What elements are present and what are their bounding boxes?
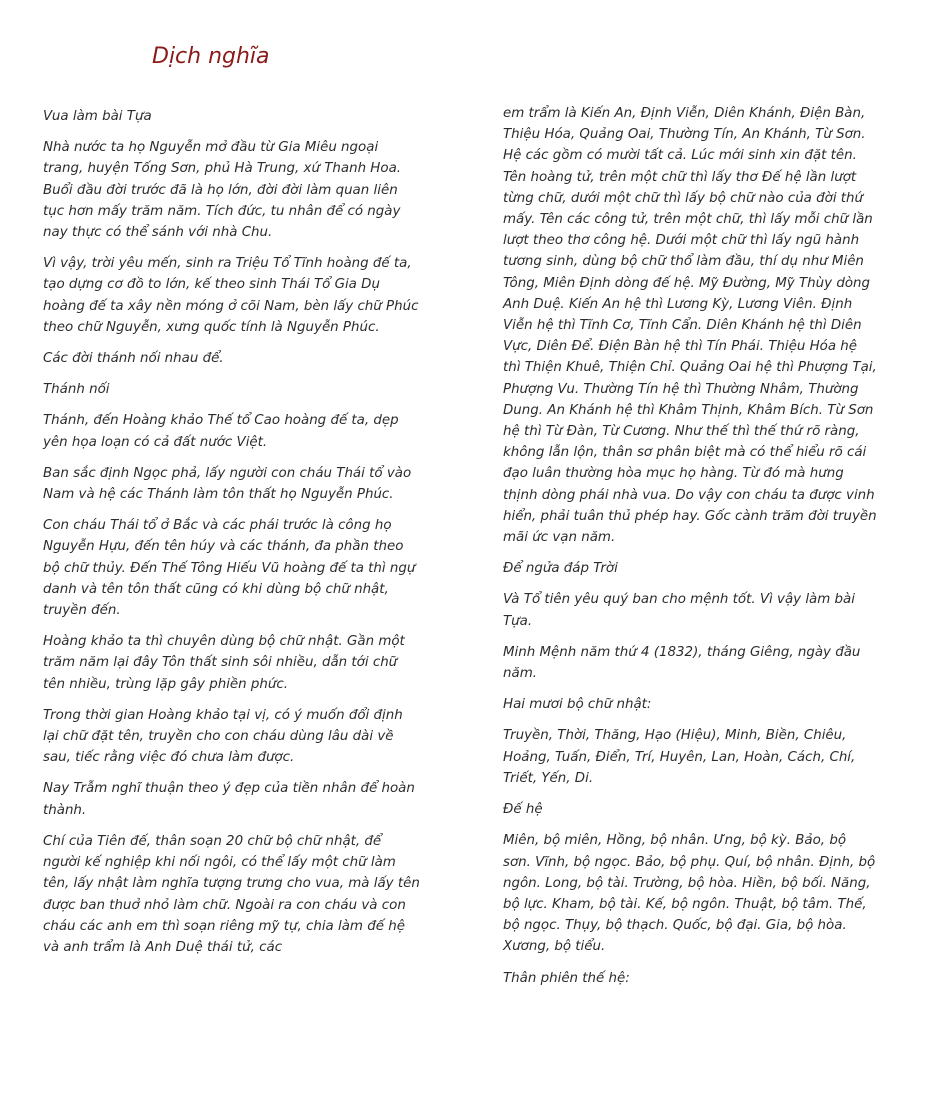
paragraph: Nay Trẫm nghĩ thuận theo ý đẹp của tiền nhân để hoàn thành. <box>43 781 415 818</box>
paragraph: Hai mươi bộ chữ nhật: <box>503 697 652 713</box>
paragraph: Minh Mệnh năm thứ 4 (1832), tháng Giêng, ngày đầu năm. <box>503 644 861 682</box>
paragraph: Và Tổ tiên yêu quý ban cho mệnh tốt. Vì vậy làm bài Tựa. <box>503 592 855 629</box>
paragraph: Vì vậy, trời yêu mến, sinh ra Triệu Tổ Tĩnh hoàng đế ta, tạo dựng cơ đồ to lớn, kế theo sinh Thái Tổ Gia Dụ hoàng đế ta xây nền móng ở cõi Nam, bèn lấy chữ Phúc theo chữ Nguyễn, xưng quốc tính là Nguyễn Phúc. <box>43 256 419 335</box>
paragraph: Miên, bộ miên, Hồng, bộ nhân. Ưng, bộ kỳ. Bảo, bộ sơn. Vĩnh, bộ ngọc. Bảo, bộ phụ. Quí, bộ nhân. Định, bộ ngôn. Long, bộ tài. Trường, bộ hòa. Hiền, bộ bối. Năng, bộ lực. Kham, bộ tài. Kế, bộ ngôn. Thuật, bộ tâm. Thế, bộ ngọc. Thụy, bộ thạch. Quốc, bộ đại. Gia, bộ hòa. Xương, bộ tiểu. <box>503 833 876 955</box>
paragraph: Chí của Tiên đế, thân soạn 20 chữ bộ chữ nhật, để người kế nghiệp khi nối ngôi, có thể lấy một chữ làm tên, lấy nhật làm nghĩa tượng trưng cho vua, mà lấy tên được ban thuở nhỏ làm chữ. Ngoài ra con cháu và con cháu các anh em thì soạn riêng mỹ tự, chia làm đế hệ và anh trẩm là Anh Duệ thái tử, các <box>43 833 420 955</box>
paragraph: Thánh, đến Hoàng khảo Thế tổ Cao hoàng đế ta, dẹp yên họa loạn có cả đất nước Việt. <box>43 413 399 450</box>
paragraph: Thánh nối <box>43 382 110 398</box>
right-column <box>503 103 877 999</box>
page-title: Dịch nghĩa <box>152 44 270 69</box>
paragraph: Vua làm bài Tựa <box>43 109 152 124</box>
paragraph: Để ngửa đáp Trời <box>503 561 618 577</box>
paragraph: Hoàng khảo ta thì chuyên dùng bộ chữ nhật. Gần một trăm năm lại đây Tôn thất sinh sôi nhiều, dẫn tới chữ tên nhiều, trùng lặp gây phiền phức. <box>43 634 405 692</box>
left-column <box>43 106 421 968</box>
paragraph: Thân phiên thế hệ: <box>503 970 630 986</box>
paragraph: Ban sắc định Ngọc phả, lấy người con cháu Thái tổ vào Nam và hệ các Thánh làm tôn thất họ Nguyễn Phúc. <box>43 465 412 503</box>
paragraph: Nhà nước ta họ Nguyễn mở đầu từ Gia Miêu ngoại trang, huyện Tống Sơn, phủ Hà Trung, xứ Thanh Hoa. Buổi đầu đời trước đã là họ lớn, đời đời làm quan liên tục hơn mấy trăm năm. Tích đức, tu nhân để có ngày nay thực có thể sánh với nhà Chu. <box>43 140 402 241</box>
paragraph: Con cháu Thái tổ ở Bắc và các phái trước là công họ Nguyễn Hựu, đến tên húy và các thánh, đa phần theo bộ chữ thủy. Đến Thế Tông Hiếu Vũ hoàng đế ta thì ngự danh và tên tôn thất cũng có khi dùng bộ chữ nhật, truyền đến. <box>43 518 416 619</box>
paragraph: Các đời thánh nối nhau để. <box>43 351 224 367</box>
paragraph: Truyền, Thời, Thăng, Hạo (Hiệu), Minh, Biền, Chiêu, Hoảng, Tuấn, Điển, Trí, Huyên, Lan, Hoàn, Cách, Chí, Triết, Yến, Di. <box>503 728 856 786</box>
paragraph: em trẩm là Kiến An, Định Viễn, Diên Khánh, Điện Bàn, Thiệu Hóa, Quảng Oai, Thường Tín, An Khánh, Từ Sơn. Hệ các gồm có mười tất cả. Lúc mới sinh xin đặt tên. Tên hoàng tử, trên một chữ thì lấy thơ Đế hệ lần lượt từng chữ, dưới một chữ thì lấy bộ chữ nào của đời thứ mấy. Tên các công tử, trên một chữ, thì lấy mỗi chữ lần lượt theo thơ công hệ. Dưới một chữ thì lấy ngũ hành tương sinh, dùng bộ chữ thổ làm đầu, thí dụ như Miên Tông, Miên Định dòng đế hệ. Mỹ Đường, Mỹ Thùy dòng Anh Duệ. Kiến An hệ thì Lương Kỳ, Lương Viên. Định Viễn hệ thì Tĩnh Cơ, Tĩnh Cẩn. Diên Khánh hệ thì Diên Vực, Diên Để. Điện Bàn hệ thì Tín Phái. Thiệu Hóa hệ thì Thiện Khuê, Thiện Chỉ. Quảng Oai hệ thì Phượng Tại, Phượng Vu. Thường Tín hệ thì Thường Nhâm, Thường Dung. An Khánh hệ thì Khâm Thịnh, Khâm Bích. Từ Sơn hệ thì Từ Đàn, Từ Cương. Như thế thì thế thứ rõ ràng, không lẫn lộn, thân sơ phân biệt mà có thể hiểu rõ cái đạo luân thường hòa mục họ hàng. Từ đó mà hưng thịnh dòng phái nhà vua. Do vậy con cháu ta được vinh hiển, phải tuân thủ phép hay. Gốc cành trăm đời truyền mãi ức vạn năm. <box>503 106 877 546</box>
paragraph: Trong thời gian Hoàng khảo tại vị, có ý muốn đổi định lại chữ đặt tên, truyền cho con cháu dùng lâu dài về sau, tiếc rằng việc đó chưa làm được. <box>43 707 403 766</box>
paragraph: Đế hệ <box>503 802 543 818</box>
